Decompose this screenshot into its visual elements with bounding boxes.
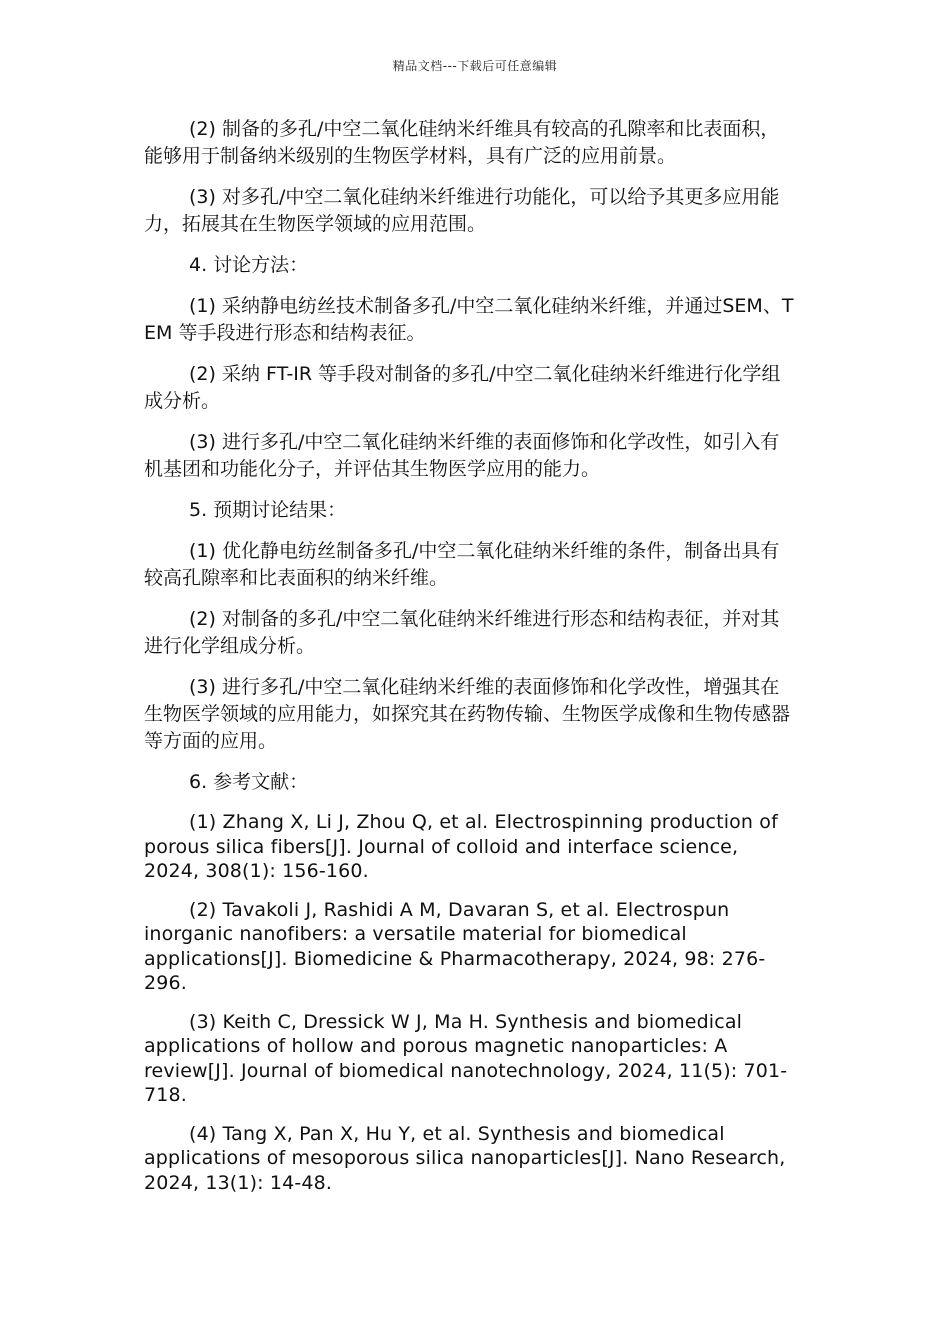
paragraph-method-3: (3) 进行多孔/中空二氧化硅纳米纤维的表面修饰和化学改性，如引入有机基团和功能化分子，并评估其生物医学应用的能力。 bbox=[144, 431, 780, 480]
document-body bbox=[144, 116, 796, 1209]
paragraph-method-1: (1) 采纳静电纺丝技术制备多孔/中空二氧化硅纳米纤维，并通过SEM、TEM 等手段进行形态和结构表征。 bbox=[144, 295, 794, 344]
section-heading-discussion-methods: 4. 讨论方法： bbox=[189, 254, 309, 276]
paragraph-expected-2: (2) 对制备的多孔/中空二氧化硅纳米纤维进行形态和结构表征，并对其进行化学组成分析。 bbox=[144, 608, 780, 657]
section-heading-expected-results: 5. 预期讨论结果： bbox=[189, 499, 347, 521]
reference-item-1: (1) Zhang X, Li J, Zhou Q, et al. Electrospinning production of porous silica fibers[J]. Journal of colloid and interface science, 2024, 308(1): 156-160. bbox=[144, 811, 778, 882]
reference-item-2: (2) Tavakoli J, Rashidi A M, Davaran S, et al. Electrospun inorganic nanofibers: a versatile material for biomedical applications[J]. Biomedicine & Pharmacotherapy, 2024, 98: 276-296. bbox=[144, 898, 766, 994]
page-header: 精品文档---下载后可任意编辑 bbox=[392, 59, 558, 73]
section-heading-references: 6. 参考文献： bbox=[189, 771, 309, 793]
reference-item-4: (4) Tang X, Pan X, Hu Y, et al. Synthesis and biomedical applications of mesoporous silica nanoparticles[J]. Nano Research, 2024, 13(1): 14-48. bbox=[144, 1122, 786, 1194]
paragraph-expected-3: (3) 进行多孔/中空二氧化硅纳米纤维的表面修饰和化学改性，增强其在生物医学领域的应用能力，如探究其在药物传输、生物医学成像和生物传感器等方面的应用。 bbox=[144, 676, 791, 752]
paragraph-result-2: (2) 制备的多孔/中空二氧化硅纳米纤维具有较高的孔隙率和比表面积，能够用于制备纳米级别的生物医学材料，具有广泛的应用前景。 bbox=[144, 118, 780, 167]
paragraph-method-2: (2) 采纳 FT-IR 等手段对制备的多孔/中空二氧化硅纳米纤维进行化学组成分析。 bbox=[144, 363, 781, 412]
reference-item-3: (3) Keith C, Dressick W J, Ma H. Synthesis and biomedical applications of hollow and porous magnetic nanoparticles: A review[J]. Journal of biomedical nanotechnology, 2024, 11(5): 701-718. bbox=[144, 1010, 788, 1106]
paragraph-expected-1: (1) 优化静电纺丝制备多孔/中空二氧化硅纳米纤维的条件，制备出具有较高孔隙率和比表面积的纳米纤维。 bbox=[144, 540, 780, 589]
paragraph-result-3: (3) 对多孔/中空二氧化硅纳米纤维进行功能化，可以给予其更多应用能力，拓展其在生物医学领域的应用范围。 bbox=[144, 186, 780, 235]
